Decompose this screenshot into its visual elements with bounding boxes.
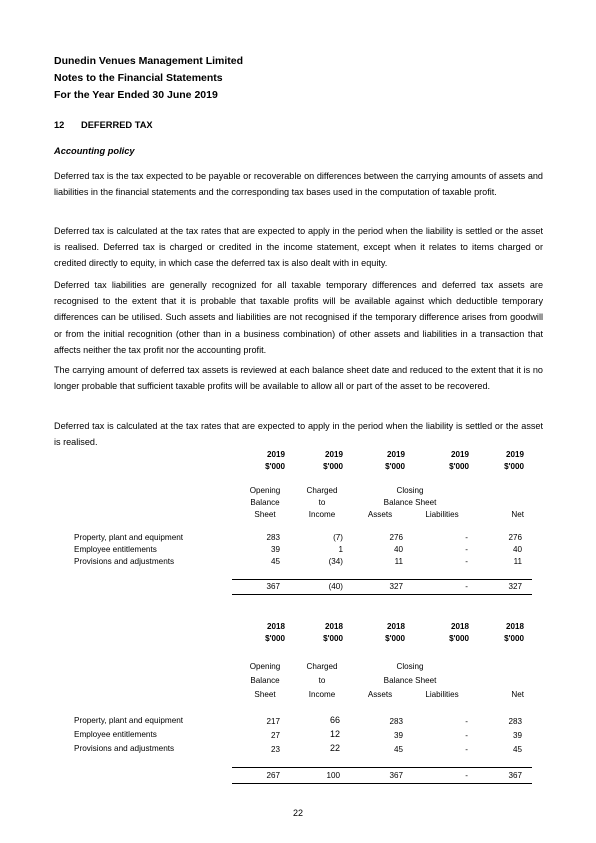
total-cell: 100 (326, 771, 340, 780)
table-cell: 40 (512, 545, 522, 554)
section-title: DEFERRED TAX (81, 120, 153, 130)
col-label-charged: Charged (306, 486, 338, 495)
row-label: Employee entitlements (74, 545, 157, 554)
table-cell: 283 (389, 717, 403, 726)
unit-header: $'000 (323, 462, 343, 471)
row-label: Employee entitlements (74, 730, 157, 739)
year-header: 2019 (266, 450, 285, 459)
unit-header: $'000 (385, 462, 405, 471)
total-cell: 327 (508, 582, 522, 591)
total-cell: 267 (266, 771, 280, 780)
table-cell: 27 (270, 731, 280, 740)
col-label-liabilities: Liabilities (425, 690, 459, 699)
col-label-assets: Assets (367, 690, 393, 699)
col-label-closing: Balance Sheet (383, 676, 437, 685)
total-cell: 367 (266, 582, 280, 591)
total-cell: 367 (389, 771, 403, 780)
table-cell: (7) (333, 533, 343, 542)
col-label-closing: Balance Sheet (383, 498, 437, 507)
year-header: 2019 (450, 450, 469, 459)
year-header: 2019 (386, 450, 405, 459)
unit-header: $'000 (504, 634, 524, 643)
table-cell: 39 (393, 731, 403, 740)
col-label-closing: Closing (396, 486, 424, 495)
col-label-assets: Assets (367, 510, 393, 519)
table-cell: 45 (512, 745, 522, 754)
col-label-net: Net (511, 510, 524, 519)
table-cell: - (465, 533, 468, 542)
col-label-opening: Opening (249, 662, 281, 671)
col-label-charged: to (318, 498, 326, 507)
unit-header: $'000 (385, 634, 405, 643)
table-cell: 276 (389, 533, 403, 542)
table-cell: 39 (270, 545, 280, 554)
unit-header: $'000 (265, 462, 285, 471)
table-cell: 11 (513, 557, 522, 566)
table-cell: - (465, 745, 468, 754)
total-cell: 327 (389, 582, 403, 591)
col-label-opening: Balance (250, 498, 280, 507)
col-label-charged: to (318, 676, 326, 685)
unit-header: $'000 (449, 462, 469, 471)
unit-header: $'000 (504, 462, 524, 471)
year-header: 2018 (324, 622, 343, 631)
paragraph-2: Deferred tax is calculated at the tax rates that are expected to apply in the period when the liability is settled or the asset is realised. Deferred tax is charged or credited in the income statement, except when it relates to items charged or credited directly to equity, in which case the deferred tax is also dealt with in equity. (54, 226, 543, 269)
period-title: For the Year Ended 30 June 2019 (54, 89, 218, 101)
total-cell: (40) (328, 582, 343, 591)
col-label-opening: Balance (250, 676, 280, 685)
table-cell: 217 (266, 717, 280, 726)
table-cell: 283 (508, 717, 522, 726)
table-cell: 66 (329, 715, 340, 725)
table-cell: 276 (508, 533, 522, 542)
paragraph-5: Deferred tax is calculated at the tax rates that are expected to apply in the period when the liability is settled or the asset is realised. (54, 421, 543, 448)
unit-header: $'000 (449, 634, 469, 643)
table-cell: 23 (270, 745, 280, 754)
col-label-net: Net (511, 690, 524, 699)
company-name: Dunedin Venues Management Limited (54, 55, 244, 67)
table-cell: - (465, 557, 468, 566)
table-cell: 22 (329, 743, 340, 753)
row-label: Provisions and adjustments (74, 557, 175, 566)
table-cell: - (465, 717, 468, 726)
notes-title: Notes to the Financial Statements (54, 72, 223, 84)
table-cell: 12 (329, 729, 340, 739)
year-header: 2018 (386, 622, 405, 631)
table-cell: 1 (338, 545, 343, 554)
table-cell: 11 (394, 557, 403, 566)
unit-header: $'000 (265, 634, 285, 643)
total-cell: - (465, 582, 468, 591)
year-header: 2018 (505, 622, 524, 631)
year-header: 2019 (324, 450, 343, 459)
total-rule-bottom (232, 783, 532, 784)
table-cell: 40 (393, 545, 403, 554)
col-label-charged: Income (308, 690, 336, 699)
year-header: 2018 (450, 622, 469, 631)
unit-header: $'000 (323, 634, 343, 643)
col-label-opening: Sheet (254, 690, 276, 699)
table-cell: - (465, 545, 468, 554)
paragraph-3: Deferred tax liabilities are generally recognized for all taxable temporary differences and deferred tax assets are recognised to the extent that it is probable that taxable profits will be available against which deductible temporary differences can be utilised. Such assets and liabilities are not recognised if the temporary difference arises from goodwill or from the initial recognition (other than in a business combination) of other assets and liabilities in a transaction that affects neither the tax profit nor the accounting profit. (54, 280, 543, 355)
year-header: 2018 (266, 622, 285, 631)
table-cell: - (465, 731, 468, 740)
col-label-charged: Charged (306, 662, 338, 671)
col-label-opening: Sheet (254, 510, 276, 519)
col-label-charged: Income (308, 510, 336, 519)
col-label-opening: Opening (249, 486, 281, 495)
row-label: Provisions and adjustments (74, 744, 175, 753)
table-cell: 45 (270, 557, 280, 566)
section-number: 12 (54, 120, 65, 130)
col-label-liabilities: Liabilities (425, 510, 459, 519)
row-label: Property, plant and equipment (74, 716, 184, 725)
row-label: Property, plant and equipment (74, 533, 184, 542)
table-cell: 39 (512, 731, 522, 740)
paragraph-4: The carrying amount of deferred tax assets is reviewed at each balance sheet date and reduced to the extent that it is no longer probable that sufficient taxable profits will be available to allow all or part of the asset to be recovered. (54, 365, 543, 392)
page-number: 22 (292, 808, 303, 818)
year-header: 2019 (505, 450, 524, 459)
total-cell: - (465, 771, 468, 780)
total-cell: 367 (508, 771, 522, 780)
paragraph-1: Deferred tax is the tax expected to be payable or recoverable on differences between the carrying amounts of assets and liabilities in the financial statements and the corresponding tax bases used in the computation of taxable profit. (54, 171, 543, 198)
col-label-closing: Closing (396, 662, 424, 671)
table-cell: 45 (393, 745, 403, 754)
total-rule-top (232, 767, 532, 768)
policy-heading: Accounting policy (54, 146, 135, 156)
table-cell: 283 (266, 533, 280, 542)
table-cell: (34) (328, 557, 343, 566)
